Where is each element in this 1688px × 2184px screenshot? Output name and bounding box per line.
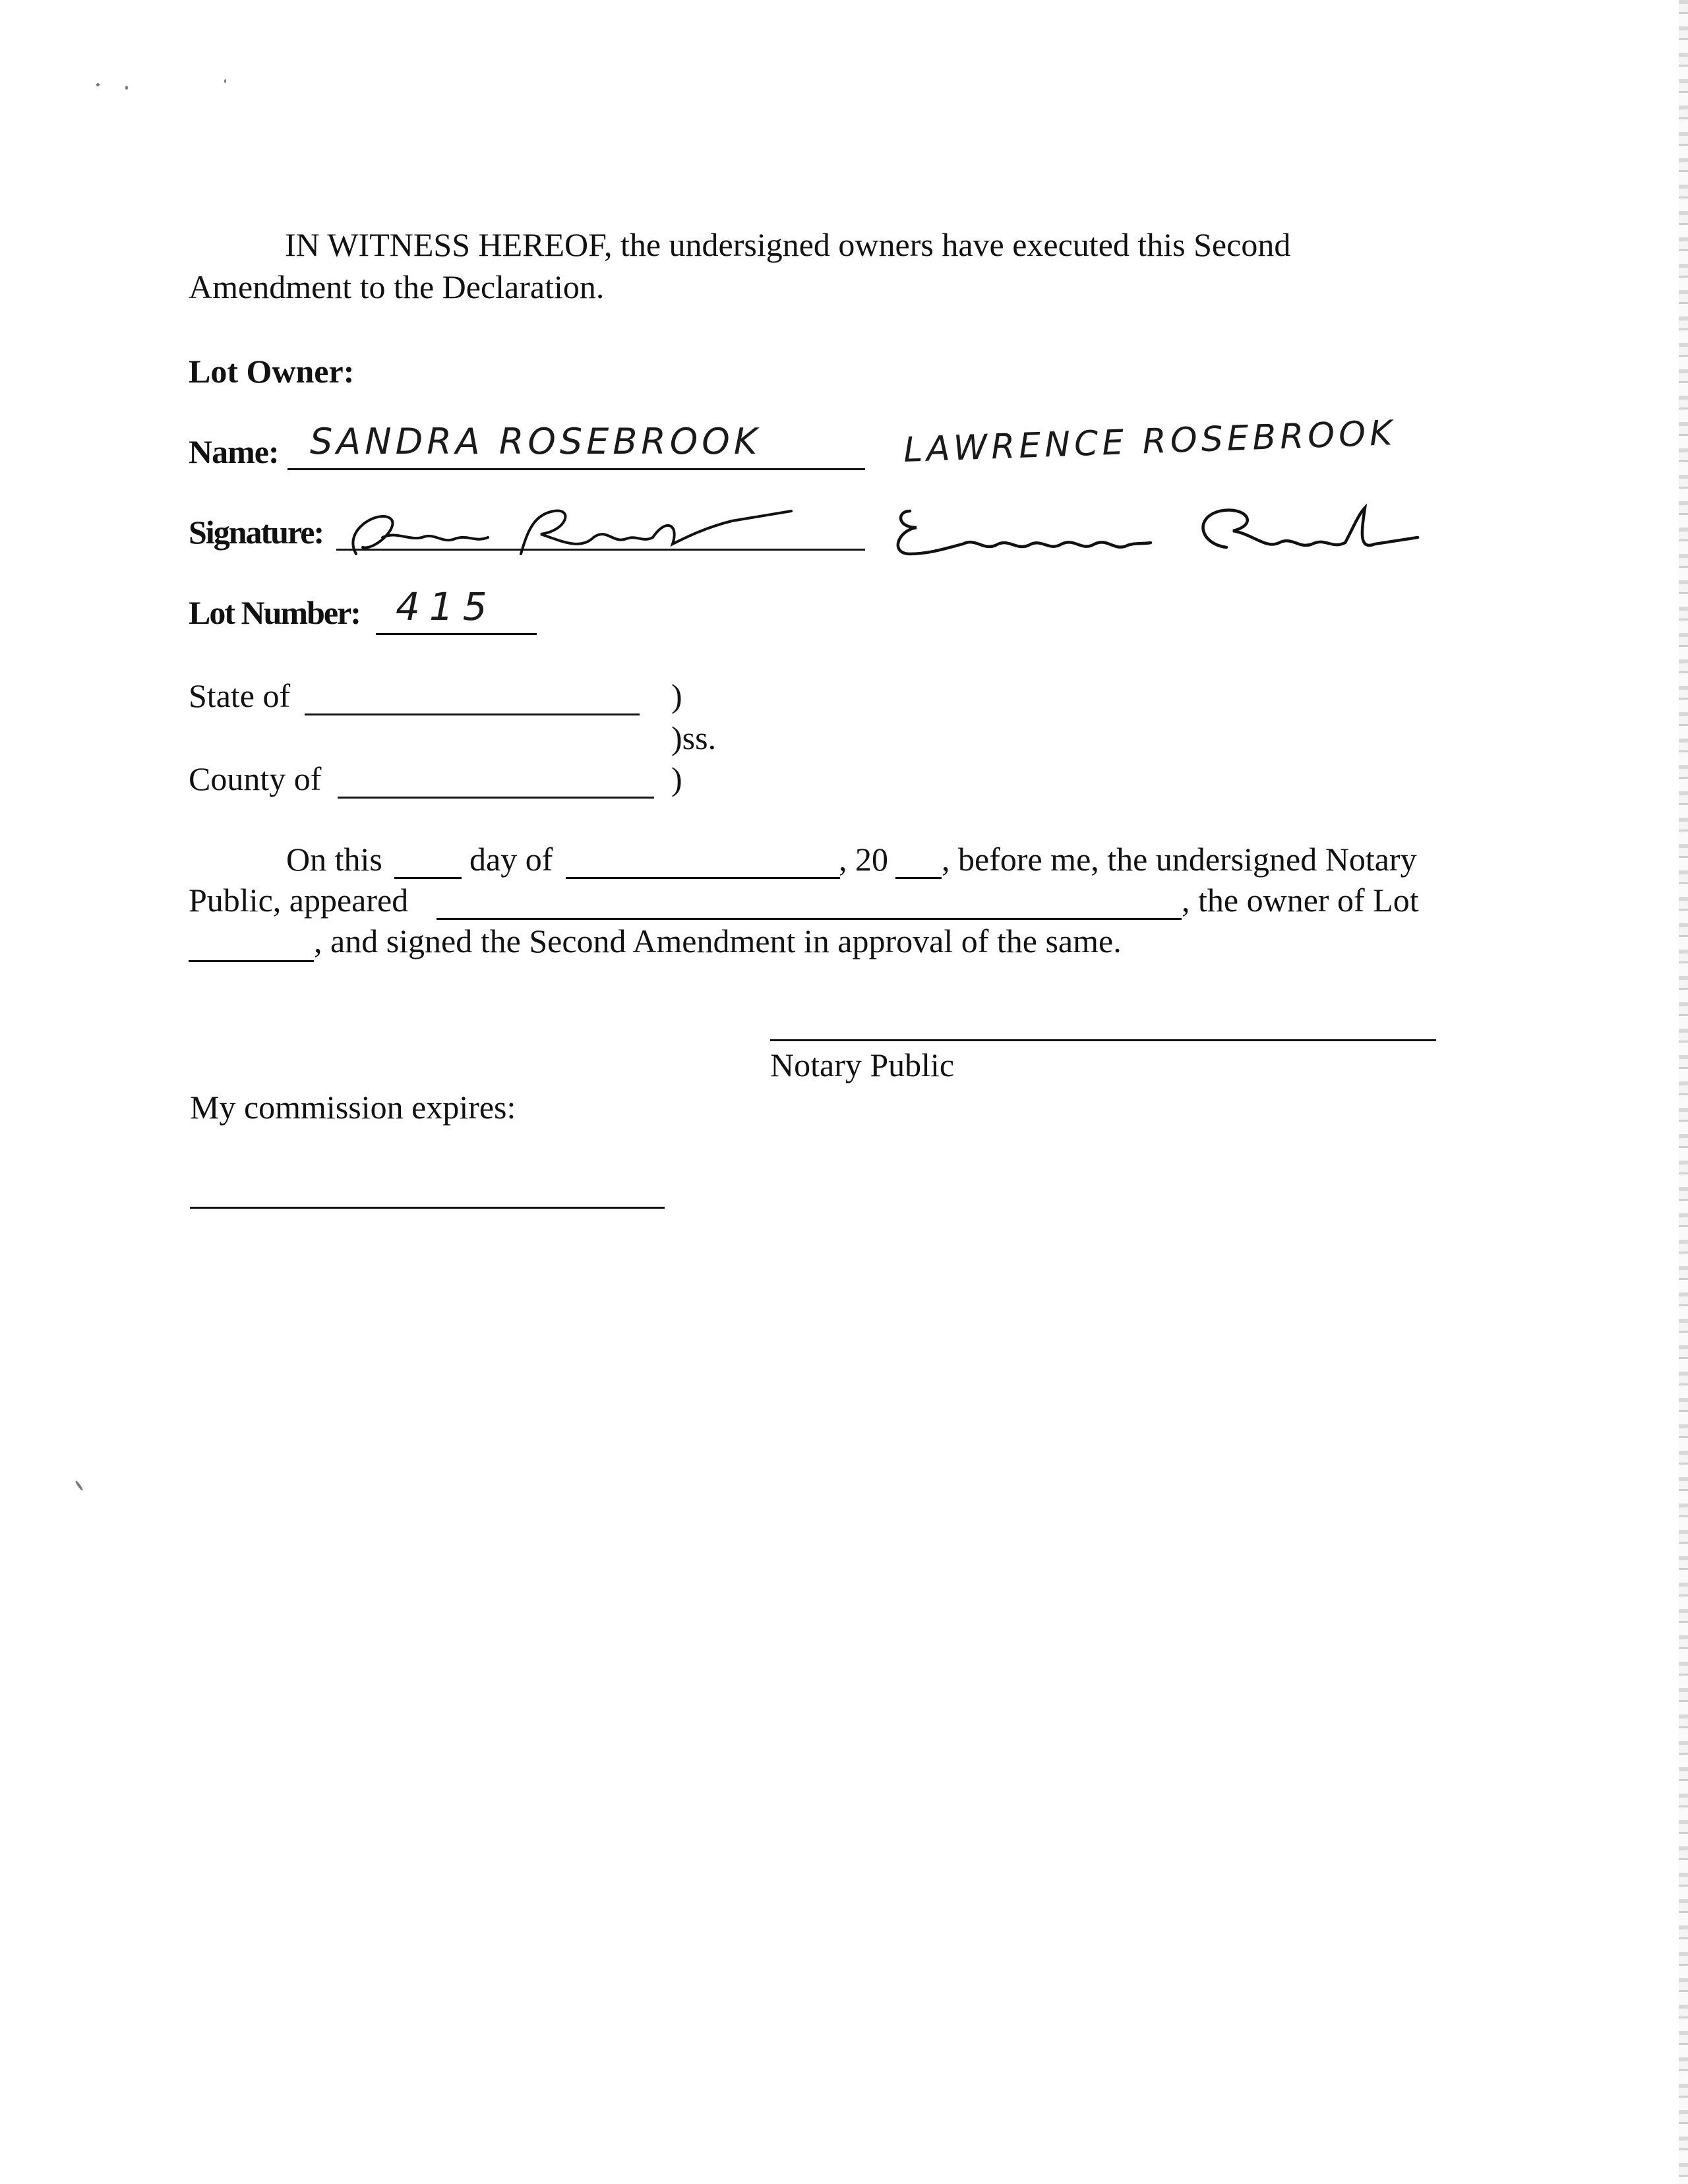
notary-text-appeared: Public, appeared xyxy=(189,882,409,919)
scan-speck xyxy=(75,1480,84,1491)
month-blank xyxy=(566,877,840,879)
lot-number-label: Lot Number: xyxy=(189,594,360,631)
county-underline xyxy=(338,797,654,799)
state-underline xyxy=(305,713,640,715)
handwritten-lot-number: 415 xyxy=(396,584,497,629)
lot-number-underline xyxy=(376,633,537,635)
ss-label: )ss. xyxy=(671,719,717,756)
name-underline xyxy=(287,468,865,470)
witness-line-2: Amendment to the Declaration. xyxy=(189,268,605,305)
notary-public-label: Notary Public xyxy=(770,1046,955,1083)
county-paren: ) xyxy=(671,760,682,797)
signature-label: Signature: xyxy=(189,514,324,551)
state-label: State of xyxy=(189,677,291,714)
handwritten-name-2: LAWRENCE ROSEBROOK xyxy=(903,413,1397,471)
witness-line-1: IN WITNESS HEREOF, the undersigned owners have executed this Second xyxy=(285,226,1291,263)
notary-text-on-this: On this xyxy=(286,841,382,878)
lot-blank xyxy=(189,960,314,962)
scan-speck xyxy=(224,79,226,83)
county-label: County of xyxy=(189,760,322,797)
appeared-blank xyxy=(437,918,1182,920)
notary-text-owner-of-lot: , the owner of Lot xyxy=(1182,882,1419,919)
commission-underline xyxy=(190,1207,665,1209)
scanned-page-edge xyxy=(1679,0,1688,2184)
day-blank xyxy=(394,877,462,879)
name-label: Name: xyxy=(189,433,279,470)
notary-text-signed: , and signed the Second Amendment in approval of the same. xyxy=(314,923,1122,959)
scan-speck xyxy=(125,86,128,90)
notary-text-before-me: , before me, the undersigned Notary xyxy=(942,841,1417,878)
handwritten-name-1: SANDRA ROSEBROOK xyxy=(310,421,762,462)
lot-owner-heading: Lot Owner: xyxy=(189,353,355,390)
signature-1 xyxy=(336,491,798,570)
commission-label: My commission expires: xyxy=(190,1089,516,1126)
year-blank xyxy=(895,877,942,879)
signature-2 xyxy=(884,491,1424,577)
notary-text-day-of: day of xyxy=(469,841,553,878)
notary-text-20: , 20 xyxy=(839,841,888,878)
state-paren: ) xyxy=(671,677,682,714)
notary-signature-line xyxy=(770,1039,1436,1041)
scan-speck xyxy=(96,83,100,86)
